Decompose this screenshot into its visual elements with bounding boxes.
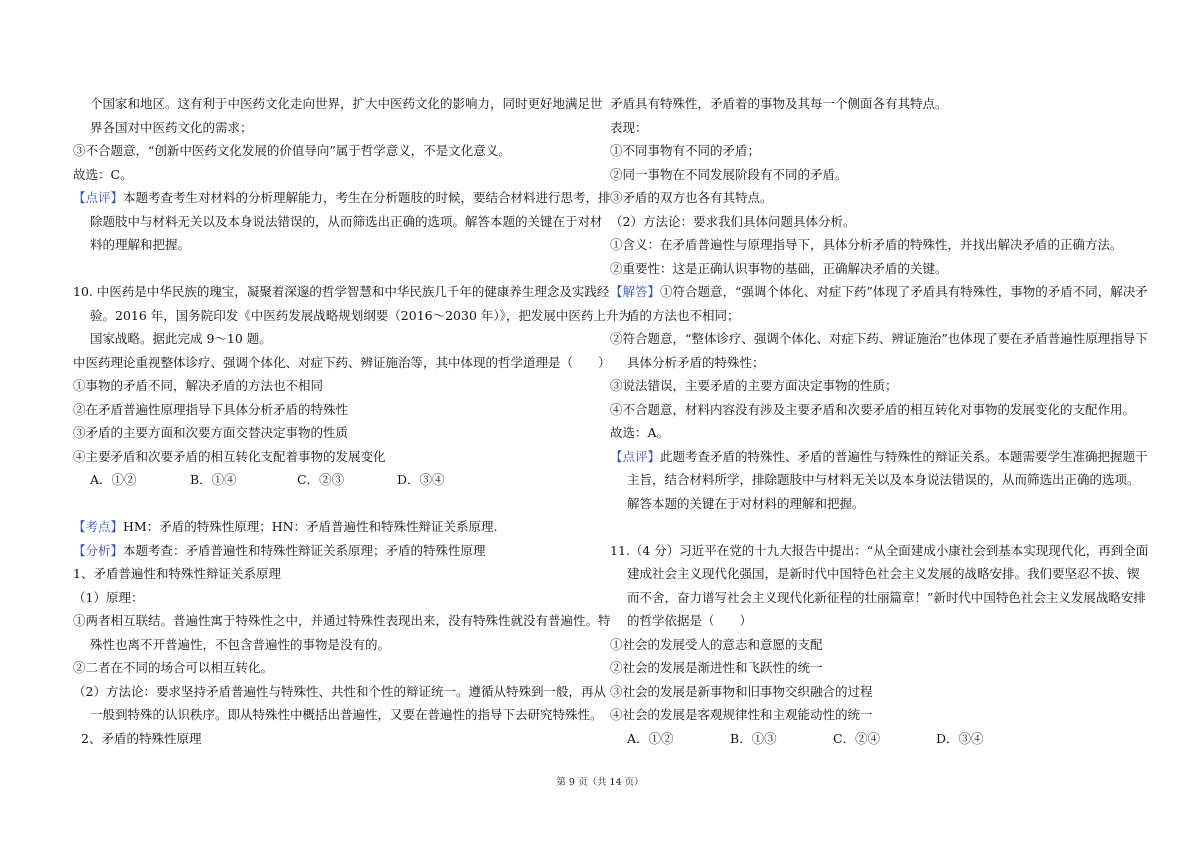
comment-text: 此题考查矛盾的特殊性、矛盾的普遍性与特殊性的辩证关系。本题需要学生准确把握题干 [660,448,1148,464]
answer-options [73,468,603,492]
text-line: 主旨，结合材料所学，排除题肢中与材料无关以及本身说法错误的，从而筛选出正确的选项。 [627,472,1140,487]
option-a: A．①② [627,730,674,746]
answer-tag: 【解答】 [610,284,661,299]
comment-tag: 【点评】 [610,448,661,464]
text-line: （2）方法论：要求我们具体问题具体分析。 [610,213,856,229]
statement-item: ③矛盾的主要方面和次要方面交替决定事物的性质 [73,425,349,440]
statement-item: ①事物的矛盾不同，解决矛盾的方法也不相同 [73,378,324,393]
text-line: 的哲学依据是（ ） [627,613,753,628]
text-line: ①含义：在矛盾普遍性与原理指导下，具体分析矛盾的特殊性，并找出解决矛盾的正确方法。 [610,237,1123,252]
knowledge-text: HM：矛盾的特殊性原理；HN：矛盾普遍性和特殊性辩证关系原理. [123,519,498,534]
option-d: D．③④ [397,472,445,487]
text-line: 而不舍，奋力谱写社会主义现代化新征程的壮丽篇章！”新时代中国特色社会主义发展战略安排 [627,589,1146,605]
option-c: C．②④ [833,730,881,746]
text-line: 国家战略。据此完成 9～10 题。 [90,331,272,346]
comment-text: 本题考查考生对材料的分析理解能力，考生在分析题肢的时候，要结合材料进行思考，排 [123,190,611,205]
comment-line [610,445,1148,469]
text-line: 具体分析矛盾的特殊性； [627,354,765,370]
statement-item: ①社会的发展受人的意志和意愿的支配 [610,636,823,652]
text-line: ③矛盾的双方也各有其特点。 [610,190,773,205]
text-line: 界各国对中医药文化的需求； [90,119,253,135]
comment-tag: 【点评】 [73,190,124,205]
option-c: C．②③ [297,472,345,487]
text-line: ②二者在不同的场合可以相互转化。 [73,660,274,675]
knowledge-tag: 【考点】 [73,519,124,534]
statement-item: ④主要矛盾和次要矛盾的相互转化支配着事物的发展变化 [73,448,386,464]
text-line: 中医药理论重视整体诊疗、强调个体化、对症下药、辨证施治等，其中体现的哲学道理是（ ） [73,354,611,370]
option-b: B．①④ [190,472,237,487]
statement-item: ②社会的发展是渐进性和飞跃性的统一 [610,660,823,675]
answer-text: ①符合题意，“强调个体化、对症下药”体现了矛盾具有特殊性，事物的矛盾不同，解决矛 [660,284,1148,299]
text-line: 解答本题的关键在于对材料的理解和把握。 [627,495,865,511]
option-d: D．③④ [936,730,984,746]
answer-line [610,280,1148,304]
text-line: （2）方法论：要求坚持矛盾普遍性与特殊性、共性和个性的辩证统一。遵循从特殊到一般，再从 [73,683,606,699]
text-line: 验。2016 年，国务院印发《中医药发展战略规划纲要（2016～2030 年）》，把发展中医药上升为 [90,307,631,323]
text-line: ①不同事物有不同的矛盾； [610,143,761,158]
text-line: 2、矛盾的特殊性原理 [81,730,202,746]
text-line: 矛盾具有特殊性，矛盾着的事物及其每一个侧面各有其特点。 [610,96,948,111]
text-line: ②同一事物在不同发展阶段有不同的矛盾。 [610,166,848,182]
text-line: 表现： [610,119,648,135]
option-b: B．①③ [730,730,777,746]
text-line: 除题肢中与材料无关以及本身说法错误的，从而筛选出正确的选项。解答本题的关键在于对材 [90,213,603,229]
analysis-tag: 【分析】 [73,542,124,558]
text-line: ④不合题意，材料内容没有涉及主要矛盾和次要矛盾的相互转化对事物的发展变化的支配作用。 [610,401,1136,417]
text-line: 一般到特殊的认识秩序。即从特殊性中概括出普遍性，又要在普遍性的指导下去研究特殊性。 [90,707,603,722]
text-line: 殊性也离不开普遍性，不包含普遍性的事物是没有的。 [90,636,391,652]
left-column [73,92,631,750]
text-line: 故选：C。 [73,166,133,182]
statement-item: ④社会的发展是客观规律性和主观能动性的统一 [610,707,873,722]
text-line: 1、矛盾普遍性和特殊性辩证关系原理 [73,566,281,581]
statement-item: ③社会的发展是新事物和旧事物交织融合的过程 [610,683,873,699]
text-line: ③说法错误，主要矛盾的主要方面决定事物的性质； [610,378,898,393]
text-line: 建成社会主义现代化强国，是新时代中国特色社会主义发展的战略安排。我们要坚忍不拔、锲 [627,566,1140,581]
analysis-line [73,539,603,563]
right-column [610,92,1149,750]
knowledge-point-line [73,515,603,539]
text-line: 个国家和地区。这有利于中医药文化走向世界，扩大中医药文化的影响力，同时更好地满足世 [90,96,603,111]
comment-line [73,186,611,210]
option-a: A．①② [90,472,137,487]
text-line: ②重要性：这是正确认识事物的基础，正确解决矛盾的关键。 [610,260,948,276]
question-11-stem: 11.（4 分）习近平在党的十九大报告中提出：“从全面建成小康社会到基本实现现代化，再到全面 [610,542,1149,558]
page-footer: 第 9 页（共 14 页） [556,777,644,788]
text-line: 故选：A。 [610,425,670,440]
question-10-stem: 10. 中医药是中华民族的瑰宝，凝聚着深邃的哲学智慧和中华民族几千年的健康养生理念及实践经 [73,284,610,299]
text-line: （1）原理： [73,589,144,605]
text-line: ①两者相互联结。普遍性寓于特殊性之中，并通过特殊性表现出来，没有特殊性就没有普遍性。特 [73,613,611,628]
statement-item: ②在矛盾普遍性原理指导下具体分析矛盾的特殊性 [73,401,349,417]
answer-options [610,727,1130,751]
text-line: 盾的方法也不相同； [627,307,740,323]
text-line: ②符合题意，“整体诊疗、强调个体化、对症下药、辨证施治”也体现了要在矛盾普遍性原理指导下 [610,331,1148,346]
text-line: 料的理解和把握。 [90,237,191,252]
text-line: ③不合题意，“创新中医药文化发展的价值导向”属于哲学意义，不是文化意义。 [73,143,511,158]
analysis-text: 本题考查：矛盾普遍性和特殊性辩证关系原理；矛盾的特殊性原理 [123,542,486,558]
